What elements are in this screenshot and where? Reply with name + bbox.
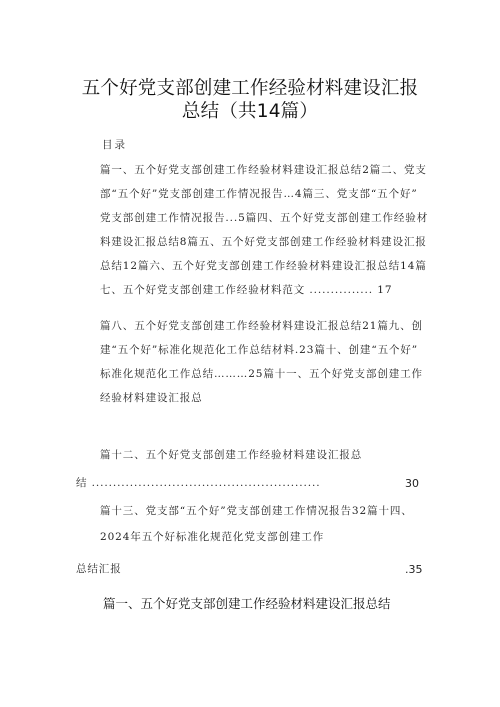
section-heading: 篇一、五个好党支部创建工作经验材料建设汇报总结 xyxy=(103,596,391,611)
toc-line: 篇十三、党支部“五个好”党支部创建工作情况报告32篇十四、 xyxy=(100,505,413,517)
toc-line: 经验材料建设汇报总 xyxy=(100,392,203,404)
toc-line: 总结12篇六、五个好党支部创建工作经验材料建设汇报总结14篇 xyxy=(100,260,427,272)
toc-label: 目录 xyxy=(102,139,127,151)
toc-line: 标准化规范化工作总结………25篇十一、五个好党支部创建工作 xyxy=(100,368,423,380)
toc-page-number: .35 xyxy=(405,563,423,576)
toc-line: 2024年五个好标准化规范化党支部创建工作 xyxy=(100,531,325,543)
toc-line: 建“五个好”标准化规范化工作总结材料.23篇十、创建“五个好” xyxy=(100,344,419,356)
toc-page-number: 30 xyxy=(405,477,419,490)
toc-line: 篇十二、五个好党支部创建工作经验材料建设汇报总 xyxy=(100,449,363,461)
toc-line: 篇八、五个好党支部创建工作经验材料建设汇报总结21篇九、创 xyxy=(100,320,423,332)
toc-line-dotted: 结 ...................................................... xyxy=(76,477,321,489)
toc-line: 七、五个好党支部创建工作经验材料范文 ............... 17 xyxy=(100,284,393,296)
toc-line: 料建设汇报总结8篇五、五个好党支部创建工作经验材料建设汇报 xyxy=(100,236,427,248)
document-title-line-2: 总结（共14篇） xyxy=(181,101,319,122)
toc-line: 部“五个好”党支部创建工作情况报告…4篇三、党支部“五个好” xyxy=(100,188,418,200)
toc-line: 党支部创建工作情况报告...5篇四、五个好党支部创建工作经验材 xyxy=(100,212,429,224)
toc-line: 篇一、五个好党支部创建工作经验材料建设汇报总结2篇二、党支 xyxy=(100,164,427,176)
document-title-line-1: 五个好党支部创建工作经验材料建设汇报 xyxy=(81,78,419,99)
toc-line: 总结汇报 xyxy=(76,563,122,575)
